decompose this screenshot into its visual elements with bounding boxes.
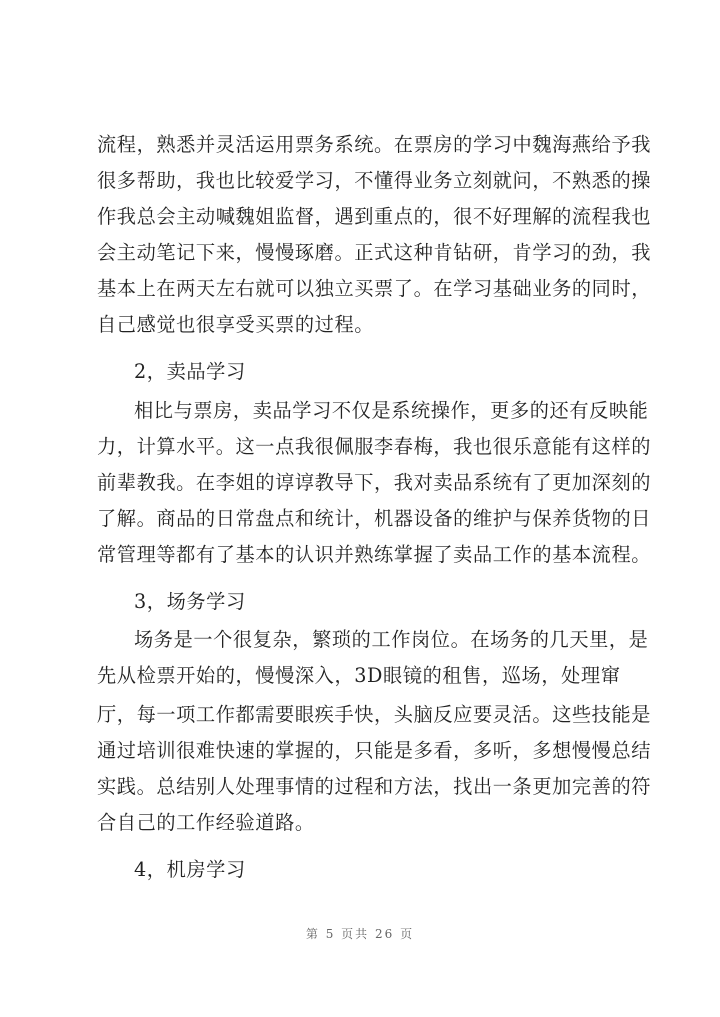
paragraph-line: 基本上在两天左右就可以独立买票了。在学习基础业务的同时， <box>97 277 652 300</box>
paragraph-line: 通过培训很难快速的掌握的，只能是多看，多听，多想慢慢总结 <box>97 739 652 762</box>
paragraph-line: 作我总会主动喊魏姐监督，遇到重点的，很不好理解的流程我也 <box>97 205 652 228</box>
paragraph-line: 相比与票房，卖品学习不仅是系统操作，更多的还有反映能 <box>134 399 649 422</box>
paragraph-line: 会主动笔记下来，慢慢琢磨。正式这种肯钻研，肯学习的劲，我 <box>97 241 652 264</box>
paragraph-line: 场务是一个很复杂，繁琐的工作岗位。在场务的几天里，是 <box>134 628 649 651</box>
paragraph-line: 厅，每一项工作都需要眼疾手快，头脑反应要灵活。这些技能是 <box>97 703 652 726</box>
paragraph-line: 力，计算水平。这一点我很佩服李春梅，我也很乐意能有这样的 <box>97 435 652 458</box>
paragraph-line: 了解。商品的日常盘点和统计，机器设备的维护与保养货物的日 <box>97 507 652 530</box>
paragraph-line: 自己感觉也很享受买票的过程。 <box>97 313 375 336</box>
paragraph-line: 常管理等都有了基本的认识并熟练掌握了卖品工作的基本流程。 <box>97 543 652 566</box>
section-heading: 4，机房学习 <box>134 858 246 881</box>
section-heading: 2，卖品学习 <box>134 360 246 383</box>
page-number-footer: 第 5 页共 26 页 <box>305 927 415 941</box>
paragraph-line: 实践。总结别人处理事情的过程和方法，找出一条更加完善的符 <box>97 775 652 798</box>
paragraph-line: 合自己的工作经验道路。 <box>97 811 315 834</box>
section-heading: 3，场务学习 <box>134 590 246 613</box>
paragraph-line: 流程，熟悉并灵活运用票务系统。在票房的学习中魏海燕给予我 <box>97 133 652 156</box>
paragraph-line: 先从检票开始的，慢慢深入，3D眼镜的租售，巡场，处理窜 <box>97 664 621 687</box>
paragraph-line: 很多帮助，我也比较爱学习，不懂得业务立刻就问，不熟悉的操 <box>97 169 652 192</box>
paragraph-line: 前辈教我。在李姐的谆谆教导下，我对卖品系统有了更加深刻的 <box>97 471 652 494</box>
